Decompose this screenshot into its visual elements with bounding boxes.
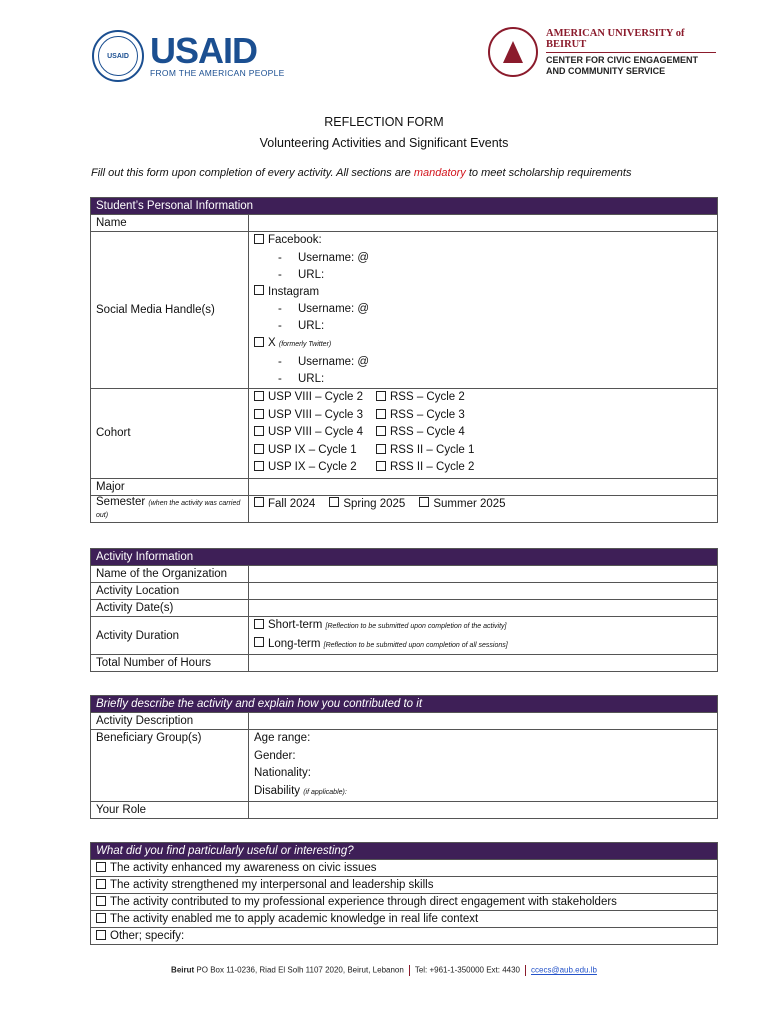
x-note: (formerly Twitter) [278,341,332,348]
beneficiary-label: Beneficiary Group(s) [91,730,249,802]
activity-info-table [90,548,718,672]
cohort-row [254,407,712,425]
disability-note: (if applicable): [303,788,347,796]
x-url[interactable]: URL: [298,372,325,385]
social-media-field[interactable]: Facebook: - Username: @ - URL: Instagram - Username: @ - URL: X (formerly Twitter) - Username: @ - URL: [249,232,718,389]
cohort-option[interactable]: USP IX – Cycle 1 [254,442,376,460]
short-term-label: Short-term [268,619,323,631]
duration-label: Activity Duration [91,617,249,655]
cohort-option[interactable]: RSS II – Cycle 1 [376,442,474,460]
age-range-field[interactable]: Age range: [254,732,311,744]
duration-options [249,617,718,655]
describe-header: Briefly describe the activity and explain how you contributed to it [91,696,718,713]
form-title: REFLECTION FORM [324,115,444,129]
semester-label: Semester (when the activity was carried out) [91,495,249,522]
useful-checkbox[interactable] [96,896,106,906]
cohort-row [254,389,712,407]
name-field[interactable] [249,215,718,232]
long-term-note: [Reflection to be submitted upon completion of all sessions] [323,641,508,649]
useful-option[interactable]: The activity enhanced my awareness on civic issues [91,860,718,877]
useful-checkbox[interactable] [96,913,106,923]
x-checkbox[interactable] [254,337,264,347]
usaid-wordmark: USAID [150,30,258,71]
cohort-options [249,388,718,478]
role-label: Your Role [91,802,249,819]
cohort-checkbox[interactable] [376,391,386,401]
useful-checkbox[interactable] [96,862,106,872]
role-field[interactable] [249,802,718,819]
short-term-checkbox[interactable] [254,619,264,629]
usaid-seal-icon [92,30,144,82]
cohort-checkbox[interactable] [254,409,264,419]
intro-text: Fill out this form upon completion of every activity. All sections are mandatory to meet scholarship requirements [91,167,632,179]
instagram-label: Instagram [268,285,320,298]
cohort-checkbox[interactable] [376,426,386,436]
aub-center-line2: AND COMMUNITY SERVICE [546,65,666,76]
description-field[interactable] [249,713,718,730]
semester-note: (when the activity was carried out) [96,499,241,519]
mandatory-highlight: mandatory [413,167,466,179]
semester-option[interactable]: Summer 2025 [419,498,505,510]
cohort-option[interactable]: RSS – Cycle 4 [376,424,465,442]
cohort-row [254,459,712,477]
instagram-username[interactable]: Username: @ [298,303,370,315]
social-media-label: Social Media Handle(s) [91,232,249,389]
dates-label: Activity Date(s) [91,600,249,617]
semester-checkbox[interactable] [254,497,264,507]
name-label: Name [91,215,249,232]
footer-city: Beirut [171,965,195,975]
semester-option[interactable]: Spring 2025 [329,498,405,510]
cohort-option[interactable]: RSS – Cycle 3 [376,407,465,425]
semester-checkbox[interactable] [329,497,339,507]
aub-center-line1: CENTER FOR CIVIC ENGAGEMENT [546,54,699,65]
cedar-tree-icon [488,27,538,77]
footer-address: PO Box 11-0236, Riad El Solh 1107 2020, Beirut, Lebanon [196,965,404,975]
location-label: Activity Location [91,583,249,600]
major-label: Major [91,478,249,495]
cohort-option[interactable]: RSS – Cycle 2 [376,389,465,407]
cohort-checkbox[interactable] [254,461,264,471]
nationality-field[interactable]: Nationality: [254,767,311,779]
instagram-checkbox[interactable] [254,285,264,295]
useful-option[interactable]: The activity strengthened my interpersonal and leadership skills [91,877,718,894]
useful-option[interactable]: Other; specify: [91,928,718,945]
usaid-seal-text: USAID [107,52,129,60]
facebook-checkbox[interactable] [254,234,264,244]
useful-table [90,842,718,945]
personal-info-header: Student’s Personal Information [91,198,718,215]
cohort-option[interactable]: USP VIII – Cycle 2 [254,389,376,407]
gender-field[interactable]: Gender: [254,749,296,762]
cohort-label: Cohort [91,388,249,478]
beneficiary-field[interactable] [249,730,718,802]
semester-options [249,495,718,522]
long-term-label: Long-term [268,637,321,650]
page-header [0,0,768,100]
dates-field[interactable] [249,600,718,617]
instagram-url[interactable]: URL: [298,320,325,332]
useful-header: What did you find particularly useful or interesting? [91,843,718,860]
short-term-note: [Reflection to be submitted upon completion of the activity] [325,623,507,630]
describe-table [90,695,718,819]
footer-tel: Tel: +961-1-350000 Ext: 4430 [414,965,520,975]
usaid-tagline: FROM THE AMERICAN PEOPLE [150,68,285,78]
facebook-username[interactable]: Username: @ [298,251,370,264]
cohort-option[interactable]: USP IX – Cycle 2 [254,459,376,477]
cohort-row [254,442,712,460]
semester-option[interactable]: Fall 2024 [254,498,315,510]
personal-info-table [90,197,718,523]
cohort-row [254,424,712,442]
usaid-logo [92,30,285,82]
location-field[interactable] [249,583,718,600]
organization-label: Name of the Organization [91,566,249,583]
cohort-checkbox[interactable] [376,461,386,471]
cohort-checkbox[interactable] [254,444,264,454]
x-label: X [268,337,276,349]
hours-label: Total Number of Hours [91,655,249,672]
cohort-checkbox[interactable] [254,391,264,401]
facebook-url[interactable]: URL: [298,268,325,281]
major-field[interactable] [249,478,718,495]
semester-checkbox[interactable] [419,497,429,507]
cohort-checkbox[interactable] [254,426,264,436]
useful-option[interactable]: The activity enabled me to apply academic knowledge in real life context [91,911,718,928]
hours-field[interactable] [249,655,718,672]
cohort-option[interactable]: RSS II – Cycle 2 [376,459,474,477]
aub-name: AMERICAN UNIVERSITY of BEIRUT [546,28,716,53]
cohort-option[interactable]: USP VIII – Cycle 4 [254,424,376,442]
activity-info-header: Activity Information [91,549,718,566]
disability-field[interactable]: Disability (if applicable): [254,784,347,797]
useful-checkbox[interactable] [96,930,106,940]
useful-option[interactable]: The activity contributed to my professional experience through direct engagement with stakeholders [91,894,718,911]
cohort-checkbox[interactable] [376,444,386,454]
page-footer [0,965,768,976]
description-label: Activity Description [91,713,249,730]
aub-logo [488,27,716,77]
organization-field[interactable] [249,566,718,583]
x-username[interactable]: Username: @ [298,355,370,368]
cohort-option[interactable]: USP VIII – Cycle 3 [254,407,376,425]
cohort-checkbox[interactable] [376,409,386,419]
useful-checkbox[interactable] [96,879,106,889]
form-subtitle: Volunteering Activities and Significant Events [259,136,509,150]
facebook-label: Facebook: [268,234,322,246]
long-term-checkbox[interactable] [254,637,264,647]
footer-email-link[interactable]: ccecs@aub.edu.lb [531,965,597,975]
